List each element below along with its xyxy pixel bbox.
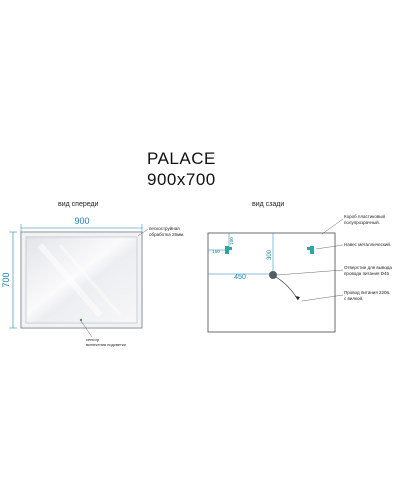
height-dimension-text: 700 xyxy=(1,272,11,288)
sensor-note: сенсор включения подсветки xyxy=(86,337,126,347)
dimension-100-text: 100 xyxy=(229,237,234,245)
hanger-note: Навес металлический. xyxy=(344,242,392,247)
sensor-dot xyxy=(80,319,82,321)
back-view xyxy=(208,219,343,332)
dimension-300-text: 300 xyxy=(267,249,273,261)
dimension-150-text: 150 xyxy=(212,249,220,254)
front-view xyxy=(9,224,148,337)
box-leader-line xyxy=(322,219,343,234)
cable-hole xyxy=(269,271,277,279)
hole-note: Отверстие для вывода провода питания D45 xyxy=(344,265,392,276)
back-view-label: вид сзади xyxy=(252,201,285,208)
product-title: PALACE xyxy=(147,149,216,168)
cable-note: Провод питания 220в. с вилкой. xyxy=(344,290,391,301)
front-view-label: вид спереди xyxy=(58,201,99,208)
dimension-450-text: 450 xyxy=(234,274,246,281)
edge-note: пескоструйная обработка 25мм. xyxy=(149,226,185,237)
width-dimension-text: 900 xyxy=(74,216,90,226)
box-note: Короб пластиковый полупрозрачный. xyxy=(344,214,386,225)
product-size: 900x700 xyxy=(147,170,216,189)
